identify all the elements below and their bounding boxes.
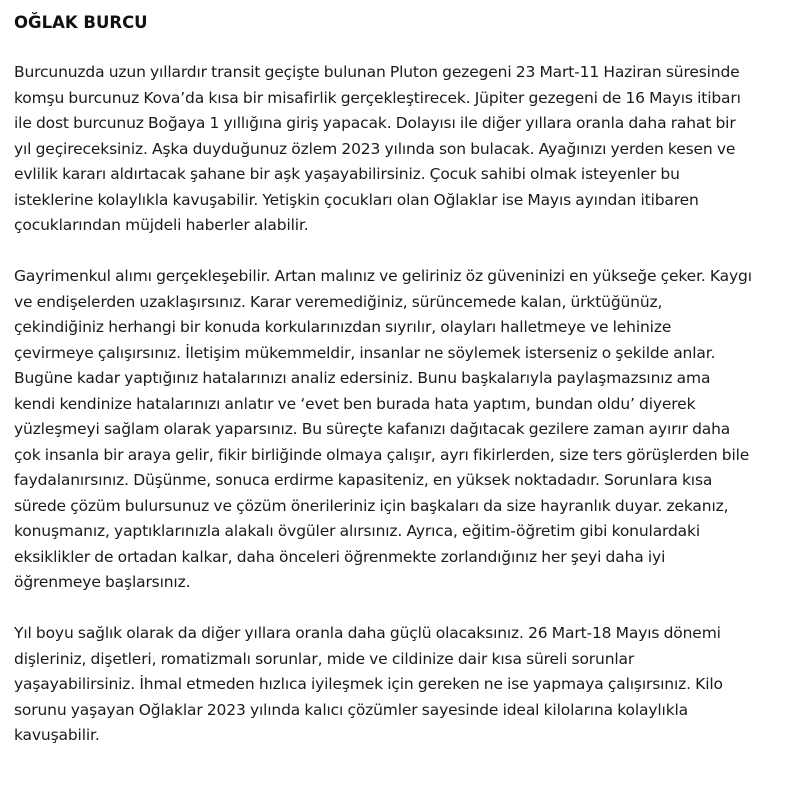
paragraph-career: Gayrimenkul alımı gerçekleşebilir. Artan malınız ve geliriniz öz güveninizi en yükseğe çeker. Kaygı ve endişelerden uzaklaşırsınız. Karar veremediğiniz, sürüncemede kalan, ürktüğünüz, çekindiğiniz herhangi bir konuda korkularınızdan sıyrılır, olayları halletmeye ve lehinize çevirmeye çalışırsınız. İletişim mükemmeldir, insanlar ne söylemek isterseniz o şekilde anlar. Bugüne kadar yaptığınız hatalarınızı analiz edersiniz. Bunu başkalarıyla paylaşmazsınız ama kendi kendinize hatalarınızı anlatır ve ‘evet ben burada hata yaptım, bundan oldu’ diyerek yüzleşmeyi sağlam olarak yaparsınız. Bu süreçte kafanızı dağıtacak gezilere zaman ayırır daha çok insanla bir araya gelir, fikir birliğinde olmaya çalışır, ayrı fikirlerden, size ters görüşlerden bile faydalanırsınız. Düşünme, sonuca erdirme kapasiteniz, en yüksek noktadadır. Sorunlara kısa sürede çözüm bulursunuz ve çözüm önerileriniz için başkaları da size hayranlık duyar. zekanız, konuşmanız, yaptıklarınızla alakalı övgüler alırsınız. Ayrıca, eğitim-öğretim gibi konulardaki eksiklikler de ortadan kalkar, daha önceleri öğrenmekte zorlandığınız her şeyi daha iyi öğrenmeye başlarsınız. xyxy=(14,267,752,591)
article-title: OĞLAK BURCU xyxy=(14,13,148,32)
paragraph-health: Yıl boyu sağlık olarak da diğer yıllara oranla daha güçlü olacaksınız. 26 Mart-18 Mayıs dönemi dişleriniz, dişetleri, romatizmalı sorunlar, mide ve cildinize dair kısa süreli sorunlar yaşayabilirsiniz. İhmal etmeden hızlıca iyileşmek için gereken ne ise yapmaya çalışırsınız. Kilo sorunu yaşayan Oğlaklar 2023 yılında kalıcı çözümler sayesinde ideal kilolarına kolaylıkla kavuşabilir. xyxy=(14,624,723,744)
paragraph-love: Burcunuzda uzun yıllardır transit geçişte bulunan Pluton gezegeni 23 Mart-11 Haziran süresinde komşu burcunuz Kova’da kısa bir misafirlik gerçekleştirecek. Jüpiter gezegeni de 16 Mayıs itibarı ile dost burcunuz Boğaya 1 yıllığına giriş yapacak. Dolayısı ile diğer yıllara oranla daha rahat bir yıl geçireceksiniz. Aşka duyduğunuz özlem 2023 yılında son bulacak. Ayağınızı yerden kesen ve evlilik kararı aldırtacak şahane bir aşk yaşayabilirsiniz. Çocuk sahibi olmak isteyenler bu isteklerine kolaylıkla kavuşabilir. Yetişkin çocukları olan Oğlaklar ise Mayıs ayından itibaren çocuklarından müjdeli haberler alabilir. xyxy=(14,63,741,234)
